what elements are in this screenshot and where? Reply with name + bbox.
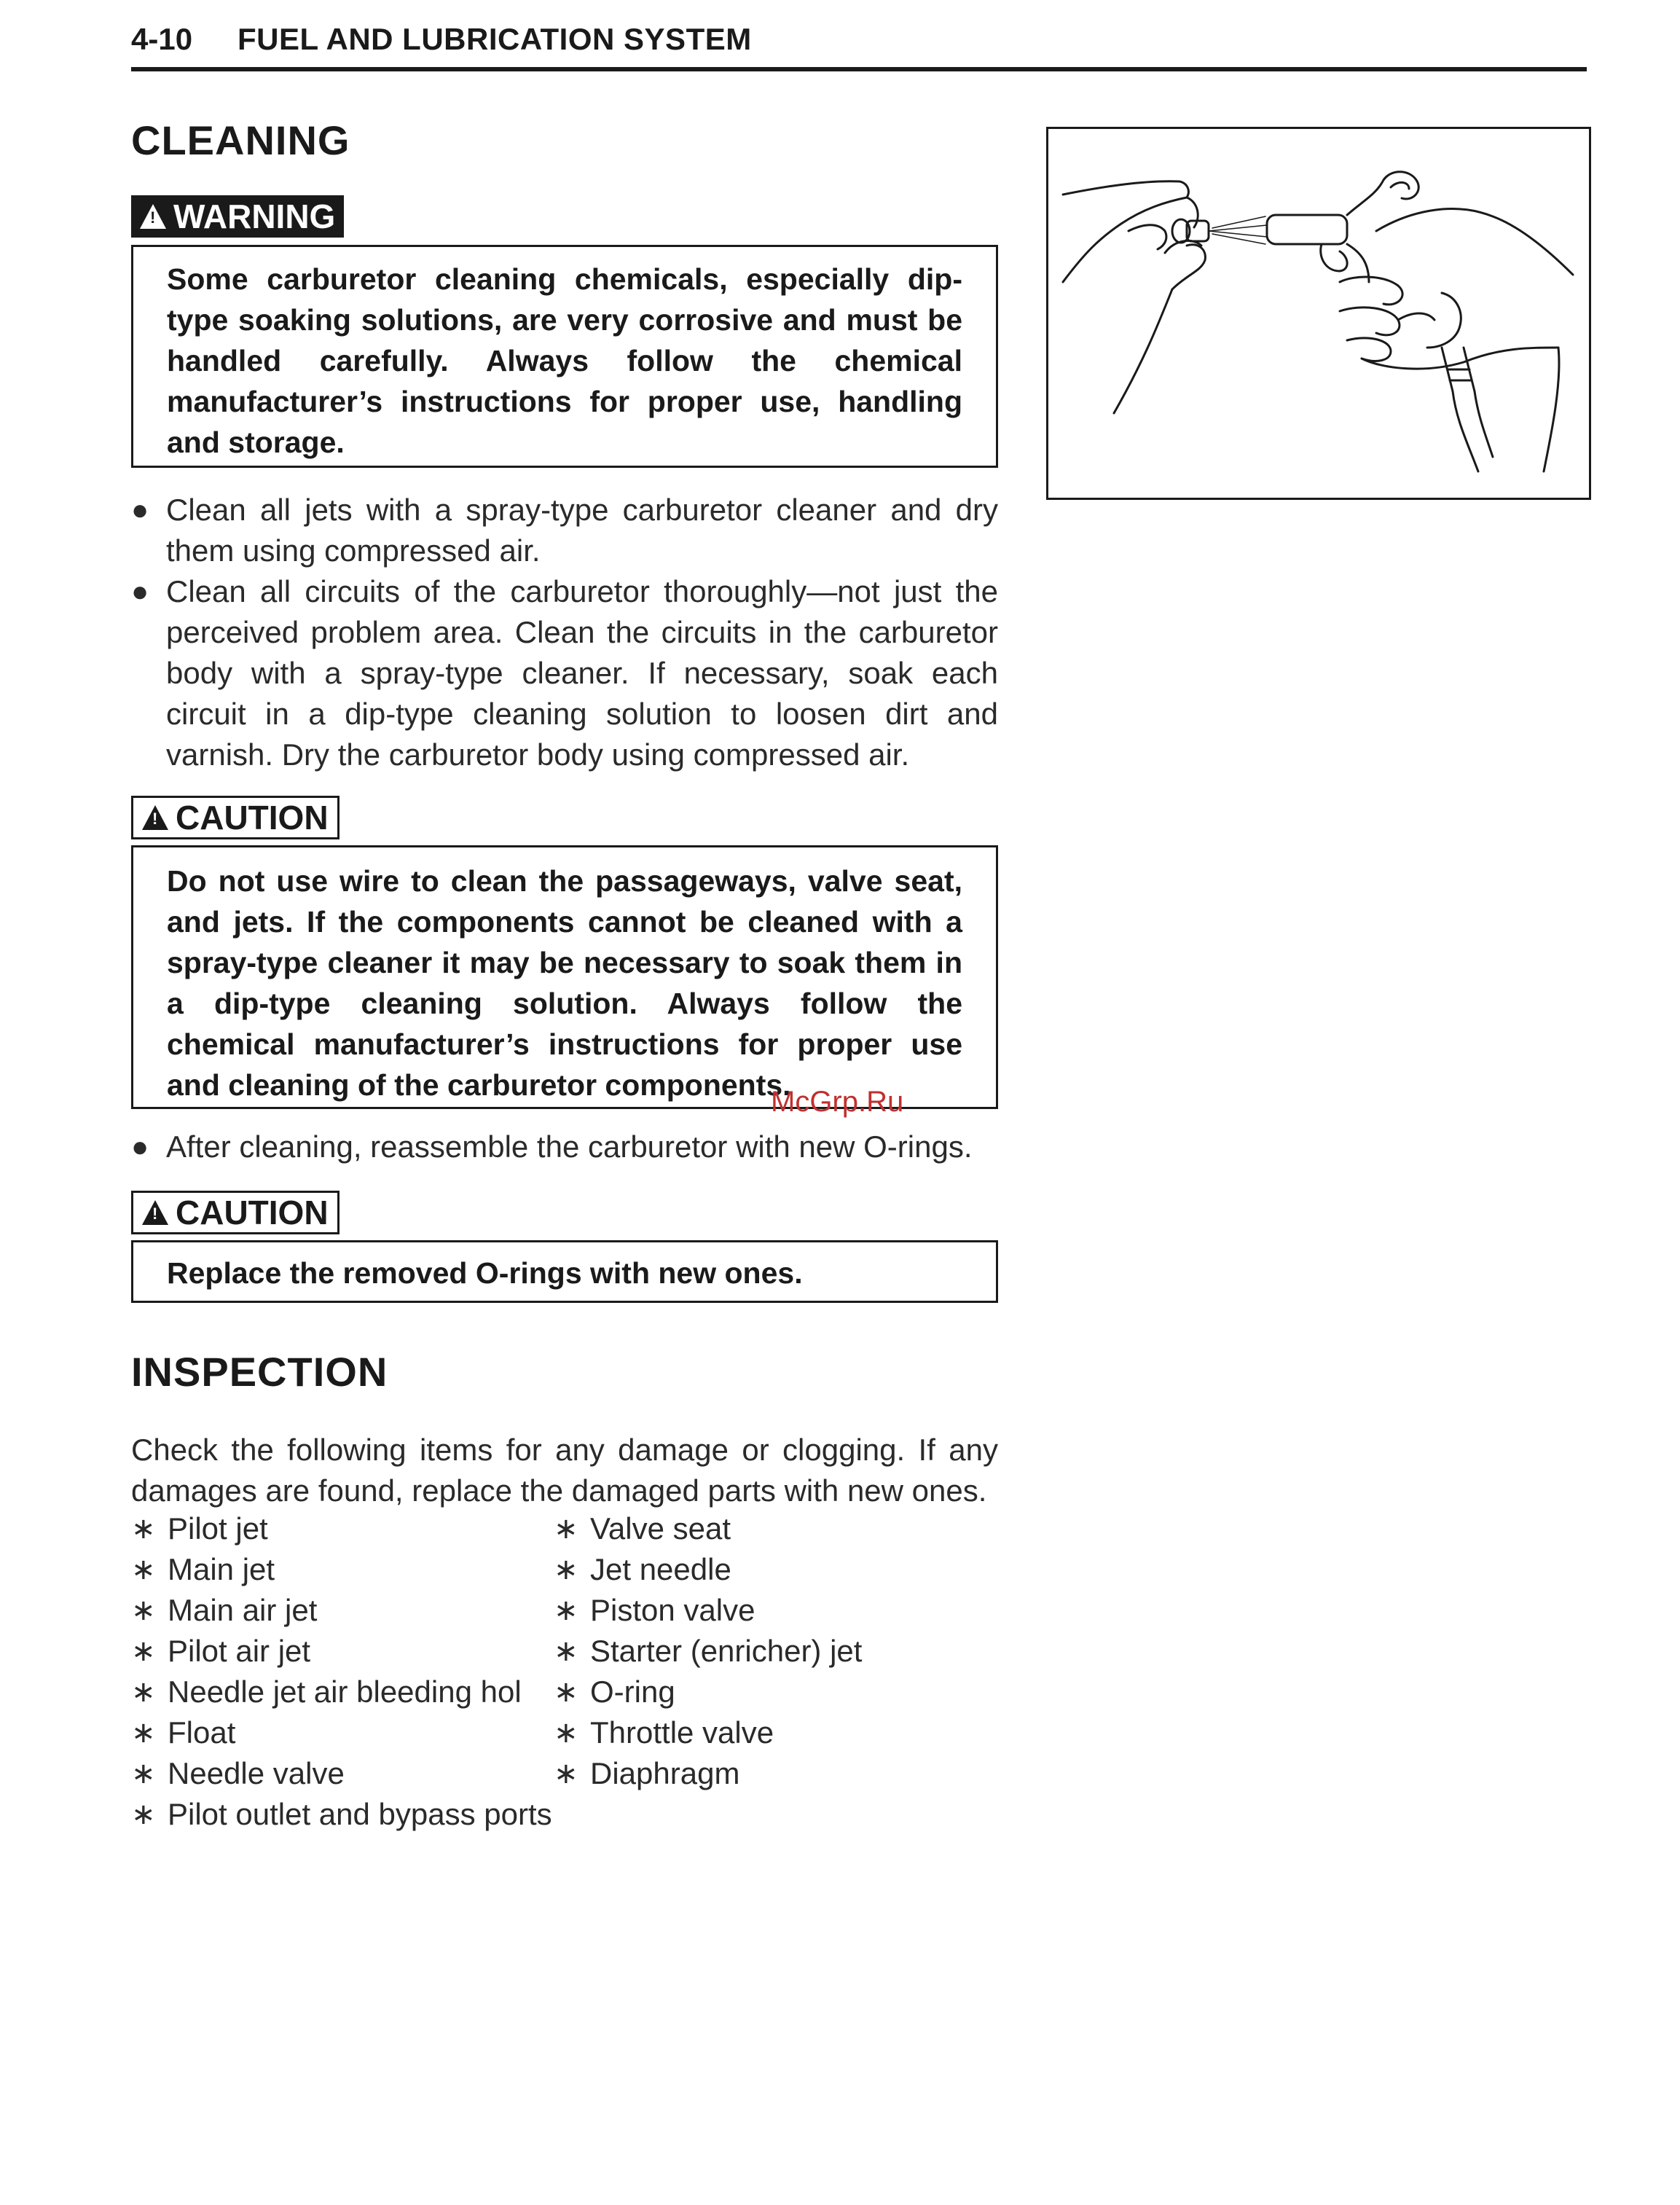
asterisk-icon: ∗ xyxy=(131,1798,156,1830)
list-item: ∗ Float xyxy=(131,1712,554,1753)
inspection-list-right xyxy=(554,1508,962,1794)
warning-label xyxy=(131,195,344,238)
caution-icon: ! xyxy=(142,805,168,830)
cleaning-bullet-list xyxy=(131,490,998,775)
watermark-text: McGrp.Ru xyxy=(771,1086,904,1118)
list-item: ∗ Piston valve xyxy=(554,1590,962,1631)
list-item: ∗ Diaphragm xyxy=(554,1753,962,1794)
asterisk-icon: ∗ xyxy=(554,1513,578,1545)
bullet-icon: ● xyxy=(131,494,149,526)
list-item: ∗ Needle valve xyxy=(131,1753,554,1794)
caution-text: Replace the removed O-rings with new ones. xyxy=(167,1256,803,1290)
asterisk-icon: ∗ xyxy=(554,1717,578,1749)
asterisk-icon: ∗ xyxy=(131,1554,156,1586)
list-item: ∗ Throttle valve xyxy=(554,1712,962,1753)
bullet-icon: ● xyxy=(131,1131,149,1163)
list-item: ∗ Pilot air jet xyxy=(131,1631,554,1672)
caution-box xyxy=(131,845,998,1109)
warning-icon: ! xyxy=(140,204,166,229)
header-rule xyxy=(131,67,1587,71)
page-number: 4-10 xyxy=(131,22,193,56)
asterisk-icon: ∗ xyxy=(131,1676,156,1708)
bullet-text: Clean all circuits of the carburetor thoroughly—not just the perceived problem area. Clean the circuits in the carburetor body with a spray-type cleaner. If necessary, soak each circuit in a dip-type cleaning solution to loosen dirt and varnish. Dry the carburetor body using compressed air. xyxy=(166,574,998,772)
air-gun-hands-illustration xyxy=(1048,129,1589,498)
caution-text: Do not use wire to clean the passageways, valve seat, and jets. If the components cannot be cleaned with a spray-type cleaner it may be necessary to soak them in a dip-type cleaning solution. Always follow the chemical manufacturer’s instructions for proper use and cleaning of the carburetor components. xyxy=(167,864,962,1102)
cleaning-illustration xyxy=(1046,127,1591,500)
list-item: ∗ Valve seat xyxy=(554,1508,962,1549)
asterisk-icon: ∗ xyxy=(131,1513,156,1545)
warning-box xyxy=(131,245,998,468)
asterisk-icon: ∗ xyxy=(131,1635,156,1667)
asterisk-icon: ∗ xyxy=(554,1758,578,1790)
cleaning-heading: CLEANING xyxy=(131,117,350,163)
asterisk-icon: ∗ xyxy=(131,1717,156,1749)
asterisk-icon: ∗ xyxy=(554,1635,578,1667)
list-item: ∗ Main jet xyxy=(131,1549,554,1590)
bullet-icon: ● xyxy=(131,576,149,608)
list-item: ∗ O-ring xyxy=(554,1672,962,1712)
caution-icon: ! xyxy=(142,1200,168,1225)
asterisk-icon: ∗ xyxy=(554,1676,578,1708)
caution-label xyxy=(131,796,339,839)
bullet-text: After cleaning, reassemble the carburetor with new O-rings. xyxy=(166,1129,973,1164)
caution-box xyxy=(131,1240,998,1303)
warning-label-text: WARNING xyxy=(173,197,336,235)
list-item: ∗ Main air jet xyxy=(131,1590,554,1631)
list-item xyxy=(131,571,998,775)
caution-label-text: CAUTION xyxy=(176,799,329,837)
list-item: ∗ Pilot outlet and bypass ports xyxy=(131,1794,554,1835)
section-title: FUEL AND LUBRICATION SYSTEM xyxy=(238,22,752,56)
inspection-heading: INSPECTION xyxy=(131,1349,388,1395)
asterisk-icon: ∗ xyxy=(554,1554,578,1586)
bullet-text: Clean all jets with a spray-type carburetor cleaner and dry them using compressed air. xyxy=(166,493,998,568)
list-item xyxy=(131,490,998,571)
inspection-intro: Check the following items for any damage or clogging. If any damages are found, replace the damaged parts with new ones. xyxy=(131,1433,998,1508)
asterisk-icon: ∗ xyxy=(131,1594,156,1626)
list-item: ∗ Starter (enricher) jet xyxy=(554,1631,962,1672)
inspection-list-left xyxy=(131,1508,554,1835)
asterisk-icon: ∗ xyxy=(554,1594,578,1626)
warning-text: Some carburetor cleaning chemicals, especially dip-type soaking solutions, are very corrosive and must be handled carefully. Always follow the chemical manufacturer’s instructions for proper use, handling and storage. xyxy=(167,262,962,459)
after-cleaning-bullet xyxy=(131,1127,998,1167)
caution-label-text: CAUTION xyxy=(176,1194,329,1231)
list-item xyxy=(131,1127,998,1167)
list-item: ∗ Needle jet air bleeding hol xyxy=(131,1672,554,1712)
caution-label xyxy=(131,1191,339,1234)
list-item: ∗ Pilot jet xyxy=(131,1508,554,1549)
asterisk-icon: ∗ xyxy=(131,1758,156,1790)
list-item: ∗ Jet needle xyxy=(554,1549,962,1590)
